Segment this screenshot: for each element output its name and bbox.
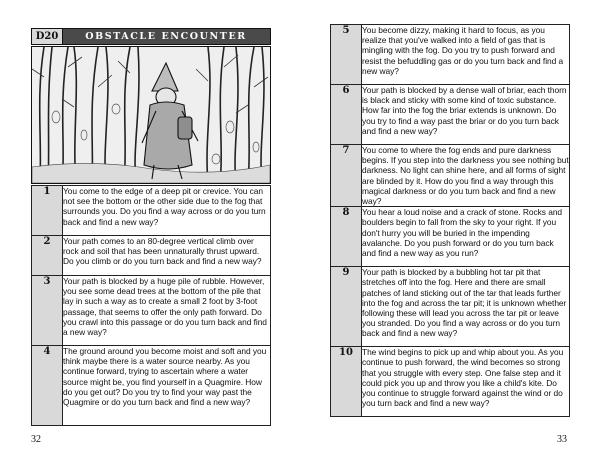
row-number: 7 <box>331 145 362 207</box>
row-number: 9 <box>331 267 362 347</box>
row-text: Your path is blocked by a bubbling hot tar pit that stretches off into the fog. Here and there are small patches of land sticking out of the tar that leads further into the fog and across the tar pit; it is unknown whether following these will lead you across the tar pit or leave you stranded. Do you find a way across or do you turn back and find a new way? <box>362 267 570 347</box>
table-row <box>331 145 570 207</box>
row-text: Your path is blocked by a dense wall of briar, each thorn is black and sticky with some kind of toxic substance. How far into the fog the briar extends is unknown. Do you try to find a way past the briar or do you turn back and find a new way? <box>362 85 570 145</box>
row-text: You come to the edge of a deep pit or crevice. You can not see the bottom or the other side due to the fog that surrounds you. Do you find a way across or do you turn back and find a new way? <box>63 186 271 236</box>
page-number-left: 32 <box>31 434 41 445</box>
encounter-table-left <box>31 185 271 426</box>
row-text: You come to where the fog ends and pure darkness begins. If you step into the darkness you see nothing but darkness. No light can shine here, and all forms of sight are blinded by it. How do you find a way through this magical darkness or do you turn back and find a new way? <box>362 145 569 207</box>
row-number: 10 <box>331 347 362 417</box>
table-row <box>331 267 570 347</box>
table-row <box>32 186 271 236</box>
page-number-right: 33 <box>557 434 567 445</box>
table-row <box>32 236 271 276</box>
dice-code: D20 <box>32 29 63 44</box>
row-number: 4 <box>32 346 63 426</box>
table-row <box>331 207 570 267</box>
row-text: You become dizzy, making it hard to focus, as you realize that you've walked into a field of gas that is mingling with the fog. Do you try to push forward and resist the befuddling gas or do you turn back and find a new way? <box>362 25 570 85</box>
table-row <box>331 25 570 85</box>
encounter-table-right <box>330 24 570 417</box>
row-text: The ground around you become moist and soft and you think maybe there is a water source nearby. As you continue forward, trying to ascertain where a water source might be, you find yourself in a Quagmire. How do you get out? Do you try to find your way past the Quagmire or do you turn back and find a new way? <box>63 346 271 426</box>
row-number: 5 <box>331 25 362 85</box>
table-row <box>331 85 570 145</box>
table-row <box>32 346 271 426</box>
row-text: Your path comes to an 80-degree vertical climb over rock and soil that has been unnaturally thrust upward. Do you climb or do you turn back and find a new way? <box>63 236 271 276</box>
row-text: Your path is blocked by a huge pile of rubble. However, you see some dead trees at the bottom of the pile that lay in such a way as to create a small 2 foot by 3-foot passage, that seems to offer the only path forward. Do you crawl into this passage or do you turn back and find a new way? <box>63 276 271 346</box>
table-row <box>32 276 271 346</box>
table-row <box>331 347 570 417</box>
table-title: OBSTACLE ENCOUNTER <box>85 31 247 42</box>
foggy-forest-traveler-illustration <box>31 46 271 184</box>
row-text: The wind begins to pick up and whip about you. As you continue to push forward, the wind becomes so strong that you struggle with every step. One false step and it could pick you up and throw you like a child's kite. Do you continue to struggle forward against the wind or do you turn back and find a new way? <box>362 347 570 417</box>
table-title-bar <box>31 28 271 45</box>
row-text: You hear a loud noise and a crack of stone. Rocks and boulders begin to fall from the sky to your right. If you don't hurry you will be buried in the impending avalanche. Do you push forward or do you turn back and find a new way as you run? <box>362 207 570 267</box>
row-number: 2 <box>32 236 63 276</box>
row-number: 3 <box>32 276 63 346</box>
row-number: 1 <box>32 186 63 236</box>
row-number: 6 <box>331 85 362 145</box>
row-number: 8 <box>331 207 362 267</box>
